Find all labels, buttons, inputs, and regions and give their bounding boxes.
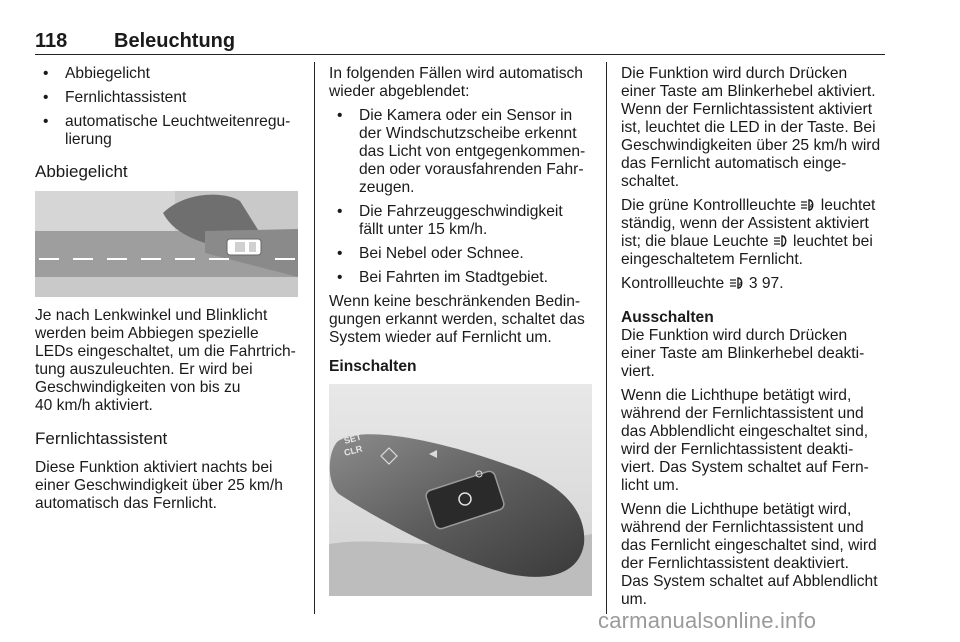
body-text: Die Funktion wird durch Drücken einer Taste am Blinkerhebel aktiviert. Wenn der Fernlichtassistent aktiviert ist, leuchtet die LED in der Taste. Bei Geschwindigkeiten über 25 km/h wird das Fernlicht automatisch einge- schaltet. <box>621 65 881 190</box>
heading-abbiegelicht <box>35 163 305 181</box>
car-icon <box>227 239 261 255</box>
turn-signal-lever-illustration <box>329 384 592 596</box>
cross-reference: Kontrollleuchte A 3 97. <box>621 275 784 292</box>
column-divider-1 <box>314 62 315 614</box>
body-text: Die Funktion wird durch Drücken einer Taste am Blinkerhebel deakti- viert. <box>621 327 865 380</box>
intro-text: In folgenden Fällen wird automatisch wieder abgeblendet: <box>329 65 583 100</box>
high-beam-telltale-icon <box>773 235 789 247</box>
list-item: • Die Kamera oder ein Sensor in der Windschutzscheibe erkennt das Licht von entgegenkommen- den oder vorausfahrenden Fahr- zeugen. <box>329 107 599 197</box>
svg-text:A: A <box>810 203 814 210</box>
body-text: Wenn die Lichthupe betätigt wird, während der Fernlichtassistent und das Abblendlicht eingeschaltet sind, wird der Fernlichtassistent deakti- viert. Das System schaltet auf Fern- licht um. <box>621 387 869 494</box>
page-reference-arrow-icon: 3 <box>748 275 758 292</box>
column-divider-2 <box>606 62 607 614</box>
column-1 <box>35 65 305 155</box>
list-item: • Fernlichtassistent <box>35 89 305 107</box>
list-item: • Bei Nebel oder Schnee. <box>329 245 599 263</box>
high-beam-assist-telltale-icon <box>729 277 745 289</box>
abbiegelicht-paragraph <box>35 307 305 421</box>
section-heading: Einschalten <box>329 358 417 375</box>
body-text: Wenn die Lichthupe betätigt wird, während der Fernlichtassistent und das Fernlicht eingeschaltet sind, wird der Fernlichtassistent deaktiviert. Das System schaltet auf Abblendlicht um. <box>621 501 878 608</box>
list-item: • automatische Leuchtweitenregu- lierung <box>35 113 305 149</box>
cornering-light-illustration <box>35 191 298 297</box>
body-text: Wenn keine beschränkenden Bedin- gungen erkannt werden, schaltet das System wieder auf Fernlicht um. <box>329 293 585 346</box>
page-number: 118 <box>35 30 68 52</box>
feature-list <box>35 65 305 149</box>
section-heading: Ausschalten <box>621 309 714 326</box>
high-beam-assist-telltale-icon <box>800 199 816 211</box>
section-heading: Fernlichtassistent <box>35 429 168 448</box>
fernlicht-paragraph <box>35 459 305 519</box>
page-header <box>35 30 885 52</box>
condition-list <box>329 107 599 287</box>
body-text: Je nach Lenkwinkel und Blinklicht werden beim Abbiegen spezielle LEDs eingeschaltet, um die Fahrtrich- tung auszuleuchten. Er wird bei Geschwindigkeiten von bis zu 40 km/h aktiviert. <box>35 307 296 414</box>
body-text: Diese Funktion aktiviert nachts bei einer Geschwindigkeit über 25 km/h automatisch das Fernlicht. <box>35 459 283 512</box>
header-rule <box>35 54 885 55</box>
heading-fernlichtassistent <box>35 430 305 448</box>
section-title: Beleuchtung <box>114 30 236 52</box>
body-text: Die grüne Kontrollleuchte A leuchtet ständig, wenn der Assistent aktiviert ist; die blaue Leuchte leuchtet bei eingeschaltetem Fernlicht. <box>621 197 876 268</box>
verge <box>35 191 175 231</box>
list-item: • Abbiegelicht <box>35 65 305 83</box>
heading-einschalten <box>329 358 599 376</box>
section-heading: Abbiegelicht <box>35 162 128 181</box>
watermark: carmanualsonline.info <box>598 608 817 633</box>
lever-label-set: SET <box>342 431 363 446</box>
column-2 <box>329 65 599 353</box>
lever-label-clr: CLR <box>342 443 364 458</box>
list-item: • Bei Fahrten im Stadtgebiet. <box>329 269 599 287</box>
column-3 <box>621 65 889 615</box>
svg-text:A: A <box>738 281 742 288</box>
list-item: • Die Fahrzeuggeschwindigkeit fällt unter 15 km/h. <box>329 203 599 239</box>
